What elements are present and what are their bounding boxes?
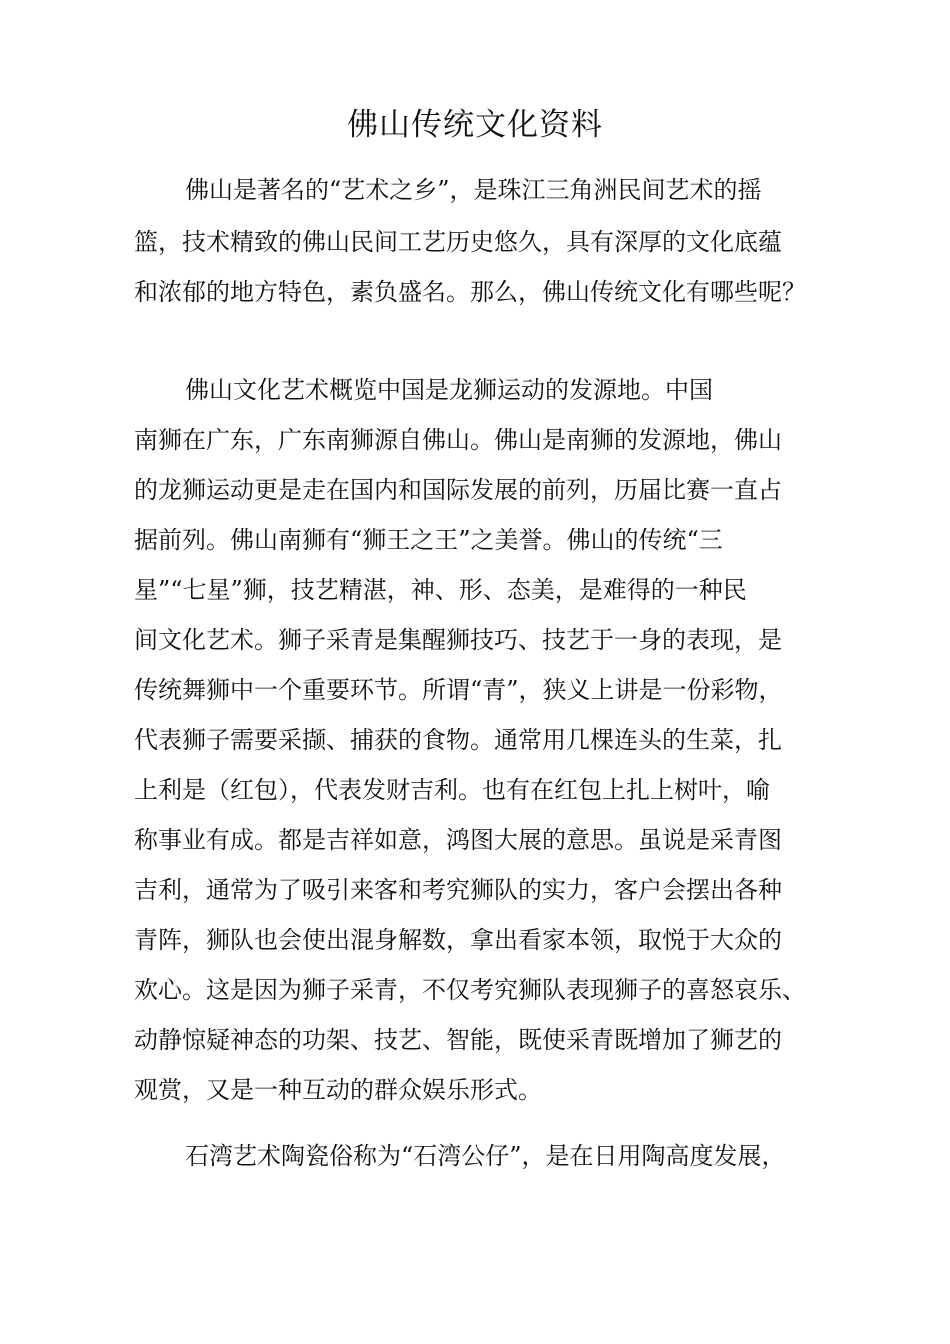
lion-line-7: 传统舞狮中一个重要环节。所谓“青”，狭义上讲是一份彩物， <box>134 676 783 704</box>
lion-line-6: 间文化艺术。狮子采青是集醒狮技巧、技艺于一身的表现，是 <box>134 626 782 654</box>
intro-line-1: 佛山是著名的“艺术之乡”，是珠江三角洲民间艺术的摇 <box>185 176 762 204</box>
lion-line-2: 南狮在广东，广东南狮源自佛山。佛山是南狮的发源地，佛山 <box>134 426 782 454</box>
lion-line-11: 吉利，通常为了吸引来客和考究狮队的实力，客户会摆出各种 <box>134 876 782 904</box>
lion-line-1: 佛山文化艺术概览中国是龙狮运动的发源地。中国 <box>185 376 713 404</box>
lion-line-10: 称事业有成。都是吉祥如意，鸿图大展的意思。虽说是采青图 <box>134 826 782 854</box>
lion-line-15: 观赏，又是一种互动的群众娱乐形式。 <box>134 1076 542 1104</box>
lion-line-12: 青阵，狮队也会使出混身解数，拿出看家本领，取悦于大众的 <box>134 926 782 954</box>
lion-line-9: 上利是（红包），代表发财吉利。也有在红包上扎上树叶，喻 <box>134 776 770 804</box>
lion-line-13: 欢心。这是因为狮子采青，不仅考究狮队表现狮子的喜怒哀乐、 <box>134 976 806 1004</box>
shiwan-line-1: 石湾艺术陶瓷俗称为“石湾公仔”，是在日用陶高度发展， <box>185 1142 786 1170</box>
lion-line-8: 代表狮子需要采撷、捕获的食物。通常用几棵连头的生菜，扎 <box>134 726 782 754</box>
lion-line-14: 动静惊疑神态的功架、技艺、智能，既使采青既增加了狮艺的 <box>134 1026 782 1054</box>
lion-line-5: 星”“七星”狮，技艺精湛，神、形、态美，是难得的一种民 <box>134 576 747 604</box>
lion-line-4: 据前列。佛山南狮有“狮王之王”之美誉。佛山的传统“三 <box>134 526 723 554</box>
intro-line-2: 篮，技术精致的佛山民间工艺历史悠久，具有深厚的文化底蕴 <box>134 228 782 256</box>
document-title: 佛山传统文化资料 <box>347 107 603 143</box>
intro-line-3: 和浓郁的地方特色，素负盛名。那么，佛山传统文化有哪些呢？ <box>134 278 806 306</box>
lion-line-3: 的龙狮运动更是走在国内和国际发展的前列，历届比赛一直占 <box>134 476 782 504</box>
